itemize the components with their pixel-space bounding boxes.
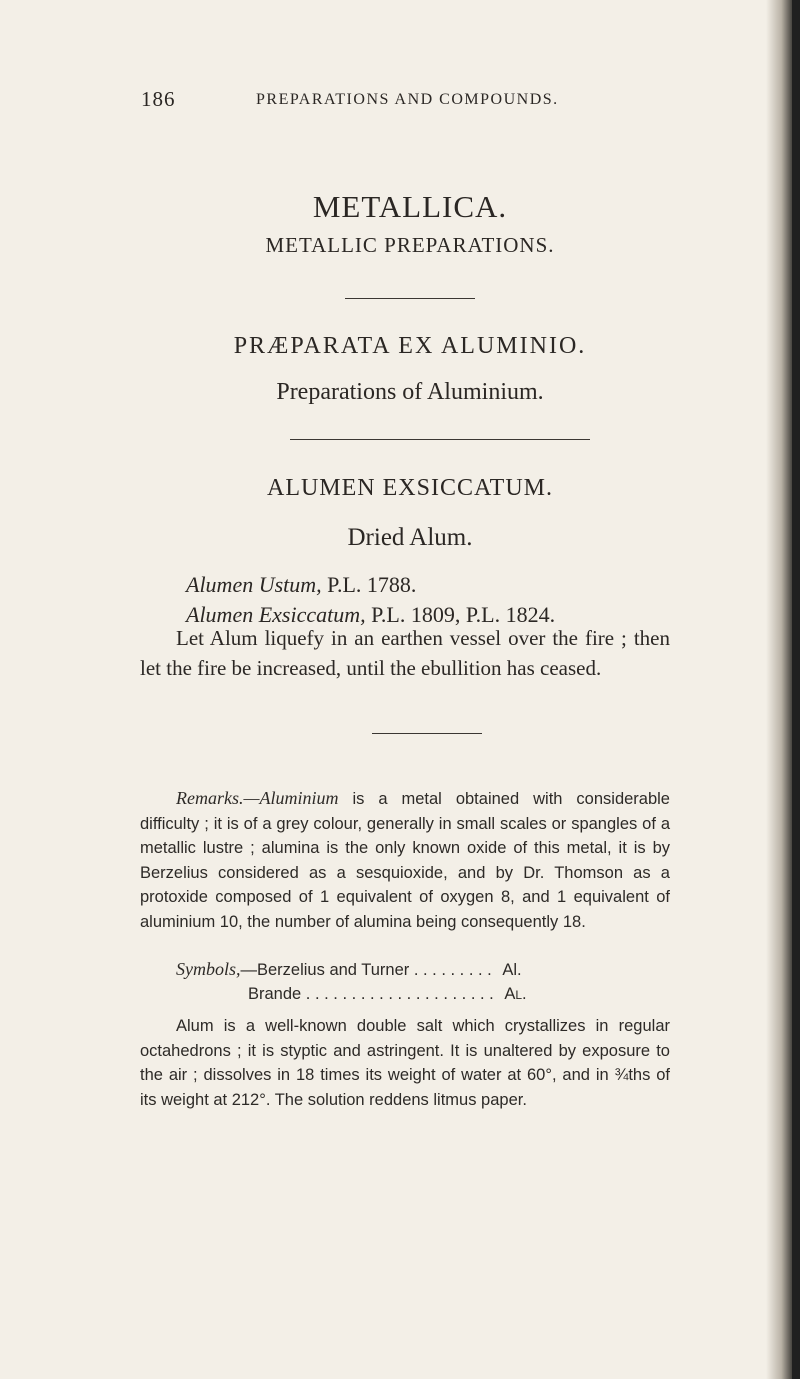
remarks-paragraph bbox=[140, 786, 670, 934]
symbol-value: Al. bbox=[504, 985, 527, 1003]
running-title: PREPARATIONS AND COMPOUNDS. bbox=[256, 91, 559, 108]
alum-description: Alum is a well-known double salt which crystallizes in regular octahedrons ; it is styptic and astringent. It is unaltered by exposure to the air ; dissolves in 18 times its weight of water at 60°, and in ¾ths of its weight at 212°. The solution reddens litmus paper. bbox=[140, 1017, 670, 1109]
symbol-leader: . . . . . . . . . bbox=[409, 961, 492, 979]
remarks-text: is a metal obtained with considerable difficulty ; it is of a grey colour, generally in small scales or spangles of a metallic lustre ; alumina is the only known oxide of this metal, it is by Berzelius considered as a sesquioxide, and by Dr. Thomson as a protoxide composed of 1 equivalent of oxygen 8, and 1 equivalent of aluminium 10, the number of alumina being consequently 18. bbox=[140, 790, 670, 931]
synonym-reference: P.L. 1788. bbox=[327, 572, 417, 597]
symbol-row bbox=[248, 985, 527, 1009]
symbol-leader: . . . . . . . . . . . . . . . . . . . . . bbox=[301, 985, 494, 1003]
heading-rule bbox=[290, 439, 590, 440]
item-latin-heading: ALUMEN EXSICCATUM. bbox=[266, 475, 553, 501]
preparation-directions: Let Alum liquefy in an earthen vessel over the fire ; then let the fire be increased, until the ebullition has ceased. bbox=[140, 626, 670, 680]
section-english-heading: Preparations of Aluminium. bbox=[276, 379, 544, 405]
symbols-label: Symbols, bbox=[176, 959, 241, 979]
page-number: 186 bbox=[141, 87, 176, 111]
synonym-name: Alumen Exsiccatum, bbox=[186, 602, 366, 627]
symbol-authority: —Berzelius and Turner bbox=[240, 961, 410, 979]
english-title: METALLIC PREPARATIONS. bbox=[265, 233, 555, 257]
symbol-row bbox=[176, 959, 522, 983]
remarks-label: Remarks.—Aluminium bbox=[176, 788, 339, 808]
latin-title: METALLICA. bbox=[312, 189, 508, 224]
section-latin-heading: PRÆPARATA EX ALUMINIO. bbox=[233, 333, 587, 359]
running-head bbox=[141, 87, 681, 117]
remarks-rule bbox=[372, 733, 482, 734]
item-english-heading: Dried Alum. bbox=[347, 524, 473, 551]
synonym-name: Alumen Ustum, bbox=[186, 572, 322, 597]
synonym-reference: P.L. 1809, P.L. 1824. bbox=[371, 602, 556, 627]
section-rule bbox=[345, 298, 475, 299]
symbol-value: Al. bbox=[502, 961, 522, 979]
page-edge-binding bbox=[792, 0, 800, 1379]
synonym-line bbox=[186, 572, 416, 598]
symbol-authority: Brande bbox=[248, 985, 302, 1003]
